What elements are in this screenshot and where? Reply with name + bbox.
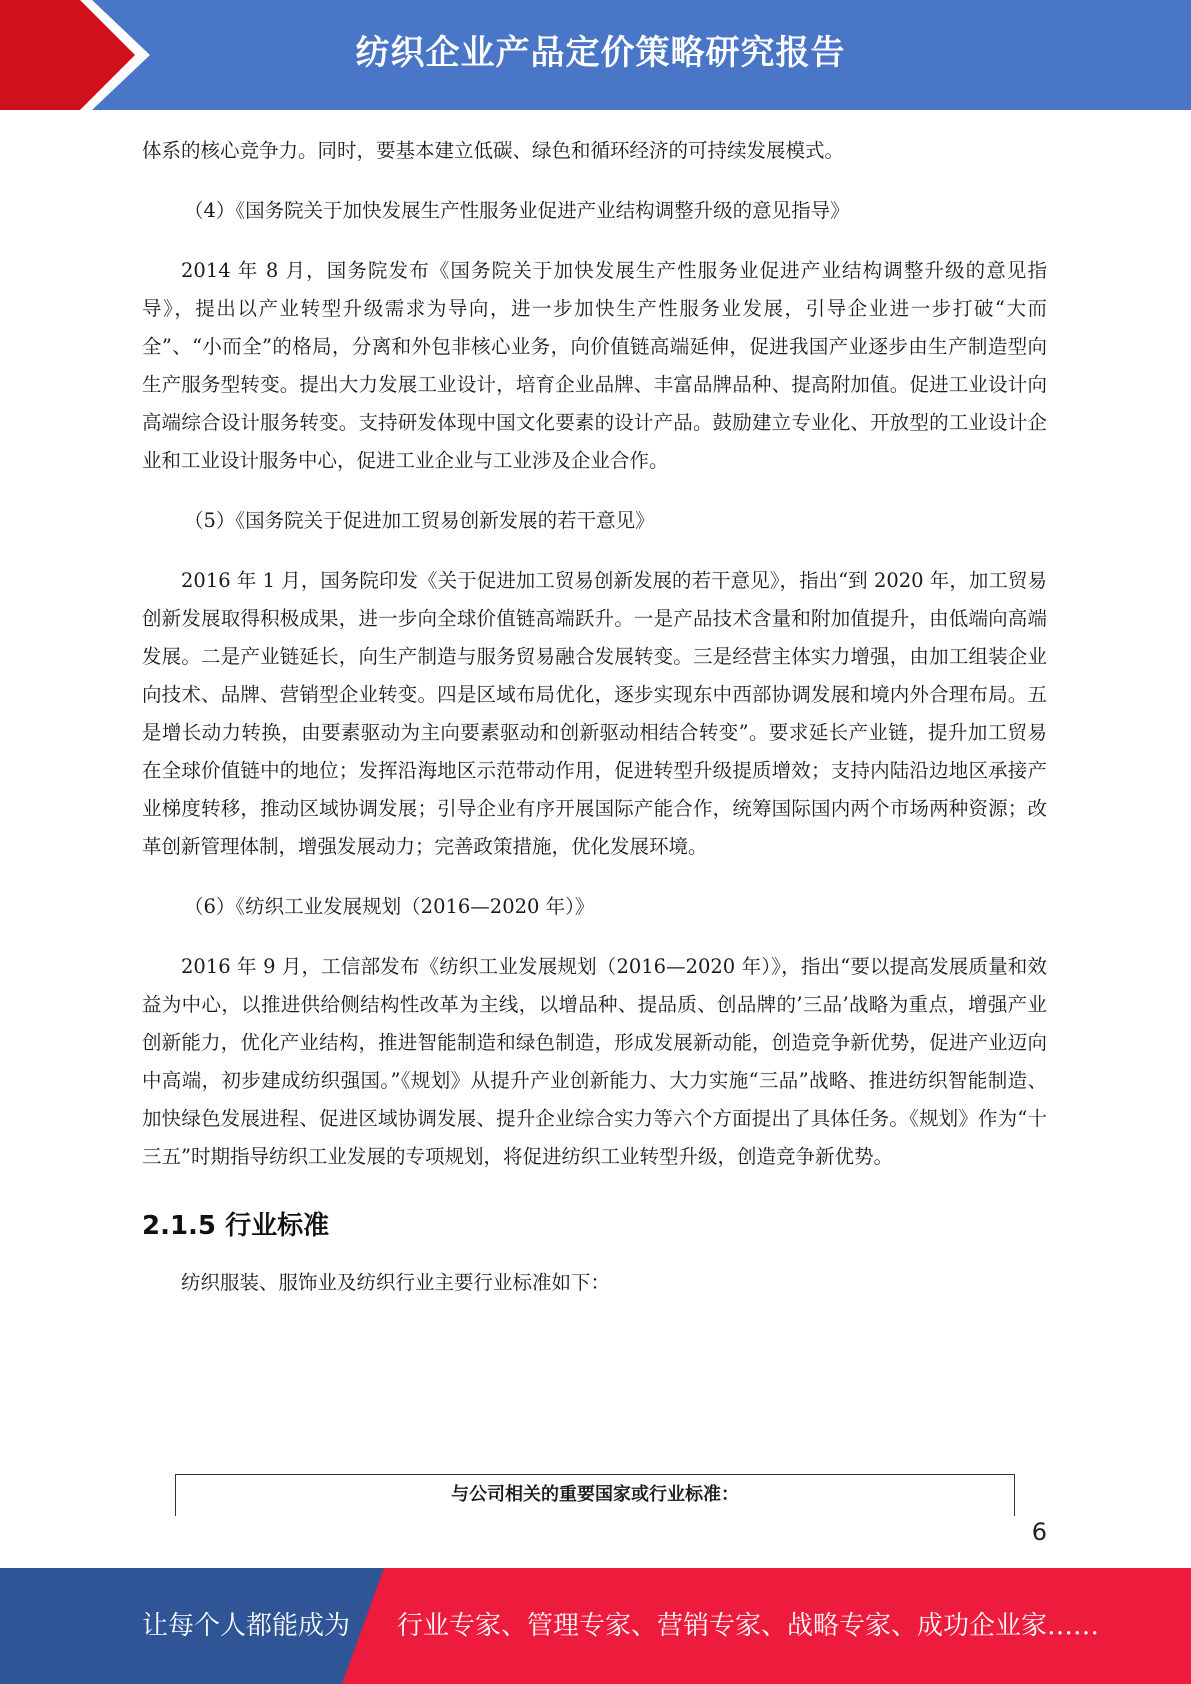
- page-footer: [0, 1568, 1191, 1684]
- page-header: [0, 0, 1191, 110]
- subheading-4: （4）《国务院关于加快发展生产性服务业促进产业结构调整升级的意见指导》: [184, 199, 850, 222]
- paragraph-standards-intro: 纺织服装、服饰业及纺织行业主要行业标准如下：: [181, 1271, 611, 1294]
- section-heading: 2.1.5 行业标准: [142, 1211, 330, 1241]
- footer-slogan-right: 行业专家、管理专家、营销专家、战略专家、成功企业家……: [397, 1611, 1100, 1641]
- paragraph-2014: 2014 年 8 月，国务院发布《国务院关于加快发展生产性服务业促进产业结构调整升级的意见指导》，提出以产业转型升级需求为导向，进一步加快生产性服务业发展，引导企业进一步打破“大而全”、“小而全”的格局，分离和外包非核心业务，向价值链高端延伸，促进我国产业逐步由生产制造型向生产服务型转变。提出大力发展工业设计，培育企业品牌、丰富品牌品种、提高附加值。促进工业设计向高端综合设计服务转变。支持研发体现中国文化要素的设计产品。鼓励建立专业化、开放型的工业设计企业和工业设计服务中心，促进工业企业与工业涉及企业合作。: [142, 259, 1047, 472]
- footer-slogan-left: 让每个人都能成为: [142, 1611, 351, 1641]
- report-title: 纺织企业产品定价策略研究报告: [355, 33, 846, 73]
- subheading-5: （5）《国务院关于促进加工贸易创新发展的若干意见》: [184, 509, 655, 532]
- page-body: [142, 132, 1047, 1302]
- subheading-6: （6）《纺织工业发展规划（2016—2020 年）》: [184, 895, 595, 918]
- page-number: 6: [1031, 1518, 1047, 1546]
- paragraph-2016-sep: 2016 年 9 月，工信部发布《纺织工业发展规划（2016—2020 年）》，指出“要以提高发展质量和效益为中心，以推进供给侧结构性改革为主线，以增品种、提品质、创品牌的’三品’战略为重点，增强产业创新能力，优化产业结构，推进智能制造和绿色制造，形成发展新动能，创造竞争新优势，促进产业迈向中高端，初步建成纺织强国。”《规划》从提升产业创新能力、大力实施“三品”战略、推进纺织智能制造、加快绿色发展进程、促进区域协调发展、提升企业综合实力等六个方面提出了具体任务。《规划》作为“十三五”时期指导纺织工业发展的专项规划，将促进纺织工业转型升级，创造竞争新优势。: [142, 955, 1047, 1168]
- paragraph-continuation: 体系的核心竞争力。同时，要基本建立低碳、绿色和循环经济的可持续发展模式。: [142, 139, 845, 162]
- standards-table-title: 与公司相关的重要国家或行业标准：: [451, 1484, 739, 1505]
- paragraph-2016-jan: 2016 年 1 月，国务院印发《关于促进加工贸易创新发展的若干意见》，指出“到 2020 年，加工贸易创新发展取得积极成果，进一步向全球价值链高端跃升。一是产品技术含量和附加值提升，由低端向高端发展。二是产业链延长，向生产制造与服务贸易融合发展转变。三是经营主体实力增强，由加工组装企业向技术、品牌、营销型企业转变。四是区域布局优化，逐步实现东中西部协调发展和境内外合理布局。五是增长动力转换，由要素驱动为主向要素驱动和创新驱动相结合转变”。要求延长产业链，提升加工贸易在全球价值链中的地位；发挥沿海地区示范带动作用，促进转型升级提质增效；支持内陆沿边地区承接产业梯度转移，推动区域协调发展；引导企业有序开展国际产能合作，统筹国际国内两个市场两种资源；改革创新管理体制，增强发展动力；完善政策措施，优化发展环境。: [142, 569, 1047, 858]
- standards-table: [175, 1474, 1015, 1516]
